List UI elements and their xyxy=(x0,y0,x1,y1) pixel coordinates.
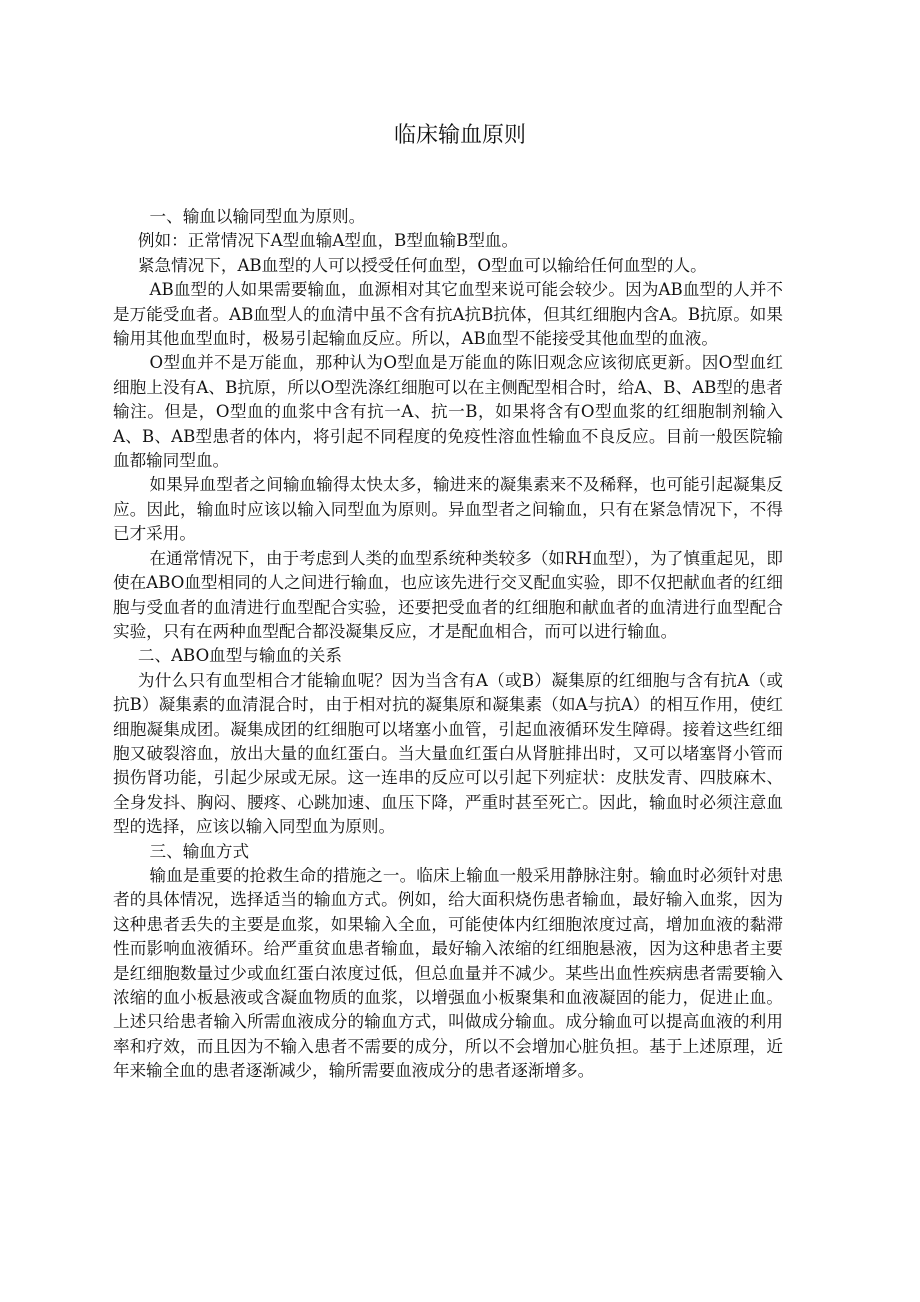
paragraph-different-types: 如果异血型者之间输血输得太快太多，输进来的凝集素来不及稀释，也可能引起凝集反应。因此，输血时应该以输入同型血为原则。异血型者之间输血，只有在紧急情况下，不得已才采用。 xyxy=(113,475,783,544)
paragraph-example: 例如：正常情况下A型血输A型血，B型血输B型血。 xyxy=(137,231,519,251)
section-heading-2: 二、ABO血型与输血的关系 xyxy=(137,646,342,666)
document-body xyxy=(113,205,783,1084)
section-heading-1: 一、输血以输同型血为原则。 xyxy=(149,207,366,226)
paragraph-transfusion-methods: 输血是重要的抢救生命的措施之一。临床上输血一般采用静脉注射。输血时必须针对患者的具体情况，选择适当的输血方式。例如，给大面积烧伤患者输血，最好输入血浆，因为这种患者丢失的主要是血浆，如果输入全血，可能使体内红细胞浓度过高，增加血液的黏滞性而影响血液循环。给严重贫血患者输血，最好输入浓缩的红细胞悬液，因为这种患者主要是红细胞数量过少或血红蛋白浓度过低，但总血量并不减少。某些出血性疾病患者需要输入浓缩的血小板悬液或含凝血物质的血浆，以增强血小板聚集和血液凝固的能力，促进止血。上述只给患者输入所需血液成分的输血方式，叫做成分输血。成分输血可以提高血液的利用率和疗效，而且因为不输入患者不需要的成分，所以不会增加心脏负担。基于上述原理，近年来输全血的患者逐渐减少，输所需要血液成分的患者逐渐增多。 xyxy=(113,865,783,1081)
paragraph-emergency: 紧急情况下，AB血型的人可以授受任何血型，O型血可以输给任何血型的人。 xyxy=(137,255,707,275)
paragraph-abo-relation: 为什么只有血型相合才能输血呢？因为当含有A（或B）凝集原的红细胞与含有抗A（或抗B）凝集素的血清混合时，由于相对抗的凝集原和凝集素（如A与抗A）的相互作用，使红细胞凝集成团。凝集成团的红细胞可以堵塞小血管，引起血液循环发生障碍。接着这些红细胞又破裂溶血，放出大量的血红蛋白。当大量血红蛋白从肾脏排出时，又可以堵塞肾小管而损伤肾功能，引起少尿或无尿。这一连串的反应可以引起下列症状：皮肤发青、四肢麻木、全身发抖、胸闷、腰疼、心跳加速、血压下降，严重时甚至死亡。因此，输血时必须注意血型的选择，应该以输入同型血为原则。 xyxy=(113,670,783,837)
page-title: 临床输血原则 xyxy=(393,123,526,148)
paragraph-o-type: O型血并不是万能血，那种认为O型血是万能血的陈旧观念应该彻底更新。因O型血红细胞上没有A、B抗原，所以O型洗涤红细胞可以在主侧配型相合时，给A、B、AB型的患者输注。但是，O型血的血浆中含有抗一A、抗一B，如果将含有O型血浆的红细胞制剂输入A、B、AB型患者的体内，将引起不同程度的免疫性溶血性输血不良反应。目前一般医院输血都输同型血。 xyxy=(113,353,783,471)
paragraph-ab-type: AB血型的人如果需要输血，血源相对其它血型来说可能会较少。因为AB血型的人并不是万能受血者。AB血型人的血清中虽不含有抗A抗B抗体，但其红细胞内含A。B抗原。如果输用其他血型血时，极易引起输血反应。所以，AB血型不能接受其他血型的血液。 xyxy=(113,280,783,349)
paragraph-crossmatch: 在通常情况下，由于考虑到人类的血型系统种类较多（如RH血型），为了慎重起见，即使在ABO血型相同的人之间进行输血，也应该先进行交叉配血实验，即不仅把献血者的红细胞与受血者的血清进行血型配合实验，还要把受血者的红细胞和献血者的血清进行血型配合实验，只有在两种血型配合都没凝集反应，才是配血相合，而可以进行输血。 xyxy=(113,548,783,641)
section-heading-3: 三、输血方式 xyxy=(149,841,250,861)
